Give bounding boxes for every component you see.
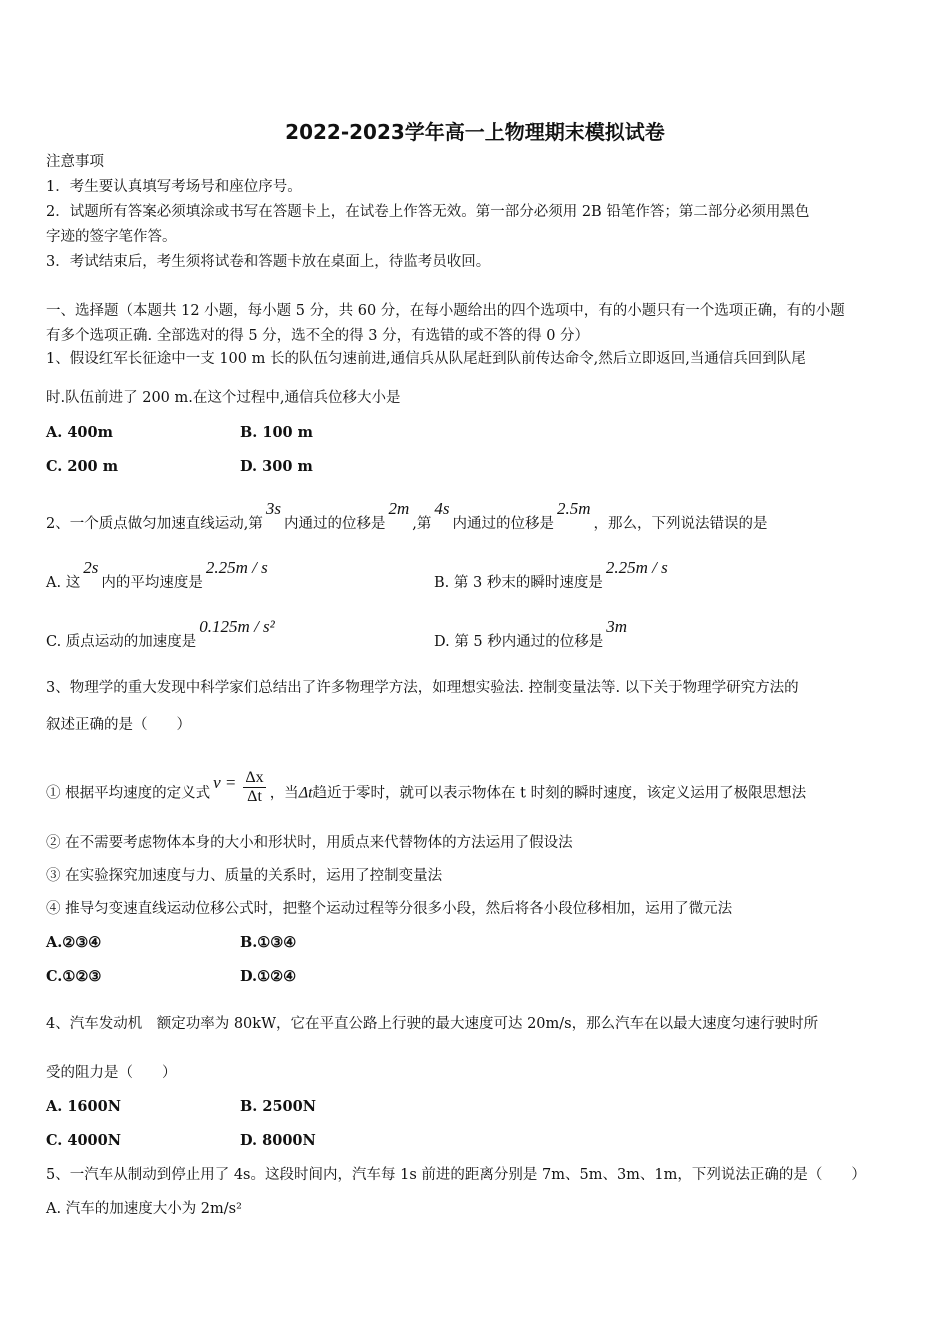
question-1-option-d[interactable]: D. 300 m: [240, 458, 313, 475]
question-1-option-a[interactable]: A. 400m: [46, 424, 113, 441]
delta-fraction: [243, 769, 265, 806]
q2-text-part: ,第: [412, 516, 432, 532]
question-4-option-c[interactable]: C. 4000N: [46, 1132, 121, 1149]
question-3-statement-2: ② 在不需要考虑物体本身的大小和形状时，用质点来代替物体的方法运用了假设法: [46, 835, 573, 851]
section-instructions: 一、选择题（本题共 12 小题，每小题 5 分，共 60 分，在每小题给出的四个选项中，有的小题只有一个选项正确，有的小题: [46, 303, 845, 319]
statement-text: ，当: [269, 785, 299, 802]
statement-text: ① 根据平均速度的定义式: [46, 785, 211, 802]
q2-math: 2.5m: [556, 499, 591, 518]
option-label: D. 第 5 秒内通过的位移是: [434, 634, 604, 650]
fraction-numerator: Δx: [245, 769, 264, 786]
notice-item: 1．考生要认真填写考场号和座位序号。: [46, 179, 302, 195]
question-5-option-a[interactable]: A. 汽车的加速度大小为 2m/s²: [46, 1201, 242, 1217]
q2-text-part: ，那么，下列说法错误的是: [593, 516, 768, 532]
question-4-text: 受的阻力是（ ）: [46, 1065, 177, 1081]
question-4-text: 4、汽车发动机 额定功率为 80kW，它在平直公路上行驶的最大速度可达 20m/s，那么汽车在以最大速度匀速行驶时所: [46, 1016, 819, 1032]
question-2-option-c[interactable]: [46, 617, 278, 651]
notice-heading: 注意事项: [46, 154, 104, 170]
option-label: A. 这: [46, 575, 81, 591]
delta-t: Δt: [298, 784, 313, 802]
q2-math: 3s: [265, 499, 281, 518]
question-1-text: 1、假设红军长征途中一支 100 m 长的队伍匀速前进,通信兵从队尾赶到队前传达命令,然后立即返回,当通信兵回到队尾: [46, 351, 806, 367]
option-math: 2.25m / s: [605, 558, 668, 577]
question-4-option-b[interactable]: B. 2500N: [240, 1098, 316, 1115]
question-1-option-c[interactable]: C. 200 m: [46, 458, 119, 475]
notice-item: 3．考试结束后，考生须将试卷和答题卡放在桌面上，待监考员收回。: [46, 254, 491, 270]
question-5-text: 5、一汽车从制动到停止用了 4s。这段时间内，汽车每 1s 前进的距离分别是 7m、5m、3m、1m，下列说法正确的是（ ）: [46, 1167, 866, 1183]
q2-math: 4s: [434, 499, 450, 518]
notice-item: 2．试题所有答案必须填涂或书写在答题卡上，在试卷上作答无效。第一部分必须用 2B 铅笔作答；第二部分必须用黑色: [46, 204, 810, 220]
fraction-denominator: Δt: [247, 788, 262, 805]
option-label: 内的平均速度是: [101, 575, 203, 591]
section-instructions: 有多个选项正确. 全部选对的得 5 分，选不全的得 3 分，有选错的或不答的得 0 分）: [46, 328, 590, 344]
q2-text-part: 内通过的位移是: [283, 516, 386, 532]
option-math: 3m: [606, 617, 628, 636]
question-3-option-c[interactable]: C.①②③: [46, 968, 102, 985]
question-1-option-b[interactable]: B. 100 m: [240, 424, 314, 441]
option-label: B. 第 3 秒末的瞬时速度是: [434, 575, 603, 591]
question-1-text: 时.队伍前进了 200 m.在这个过程中,通信兵位移大小是: [46, 390, 401, 406]
question-3-statement-1: [46, 769, 807, 812]
option-math: 2.25m / s: [205, 558, 268, 577]
question-2-text: [46, 499, 768, 533]
question-2-option-b[interactable]: [434, 558, 671, 592]
question-3-option-b[interactable]: B.①③④: [240, 934, 297, 951]
question-3-statement-3: ③ 在实验探究加速度与力、质量的关系时，运用了控制变量法: [46, 868, 443, 884]
option-math: 0.125m / s²: [199, 617, 275, 636]
question-4-option-d[interactable]: D. 8000N: [240, 1132, 316, 1149]
option-math: 2s: [83, 558, 99, 577]
notice-item: 字迹的签字笔作答。: [46, 229, 177, 245]
question-3-option-d[interactable]: D.①②④: [240, 968, 297, 985]
question-3-text: 叙述正确的是（ ）: [46, 717, 191, 733]
question-3-option-a[interactable]: A.②③④: [46, 934, 102, 951]
statement-text: 趋近于零时，就可以表示物体在 t 时刻的瞬时速度，该定义运用了极限思想法: [312, 785, 807, 802]
page-title: 2022-2023学年高一上物理期末模拟试卷: [285, 120, 665, 144]
velocity-symbol: v =: [213, 772, 237, 792]
q2-math: 2m: [388, 499, 410, 518]
option-label: C. 质点运动的加速度是: [46, 634, 197, 650]
question-4-option-a[interactable]: A. 1600N: [46, 1098, 121, 1115]
q2-text-part: 2、一个质点做匀加速直线运动,第: [46, 516, 263, 532]
question-3-statement-4: ④ 推导匀变速直线运动位移公式时，把整个运动过程等分很多小段，然后将各小段位移相加，运用了微元法: [46, 901, 733, 917]
question-2-option-d[interactable]: [434, 617, 630, 651]
question-2-option-a[interactable]: [46, 558, 271, 592]
q2-text-part: 内通过的位移是: [452, 516, 554, 532]
question-3-text: 3、物理学的重大发现中科学家们总结出了许多物理学方法，如理想实验法. 控制变量法等. 以下关于物理学研究方法的: [46, 680, 799, 696]
